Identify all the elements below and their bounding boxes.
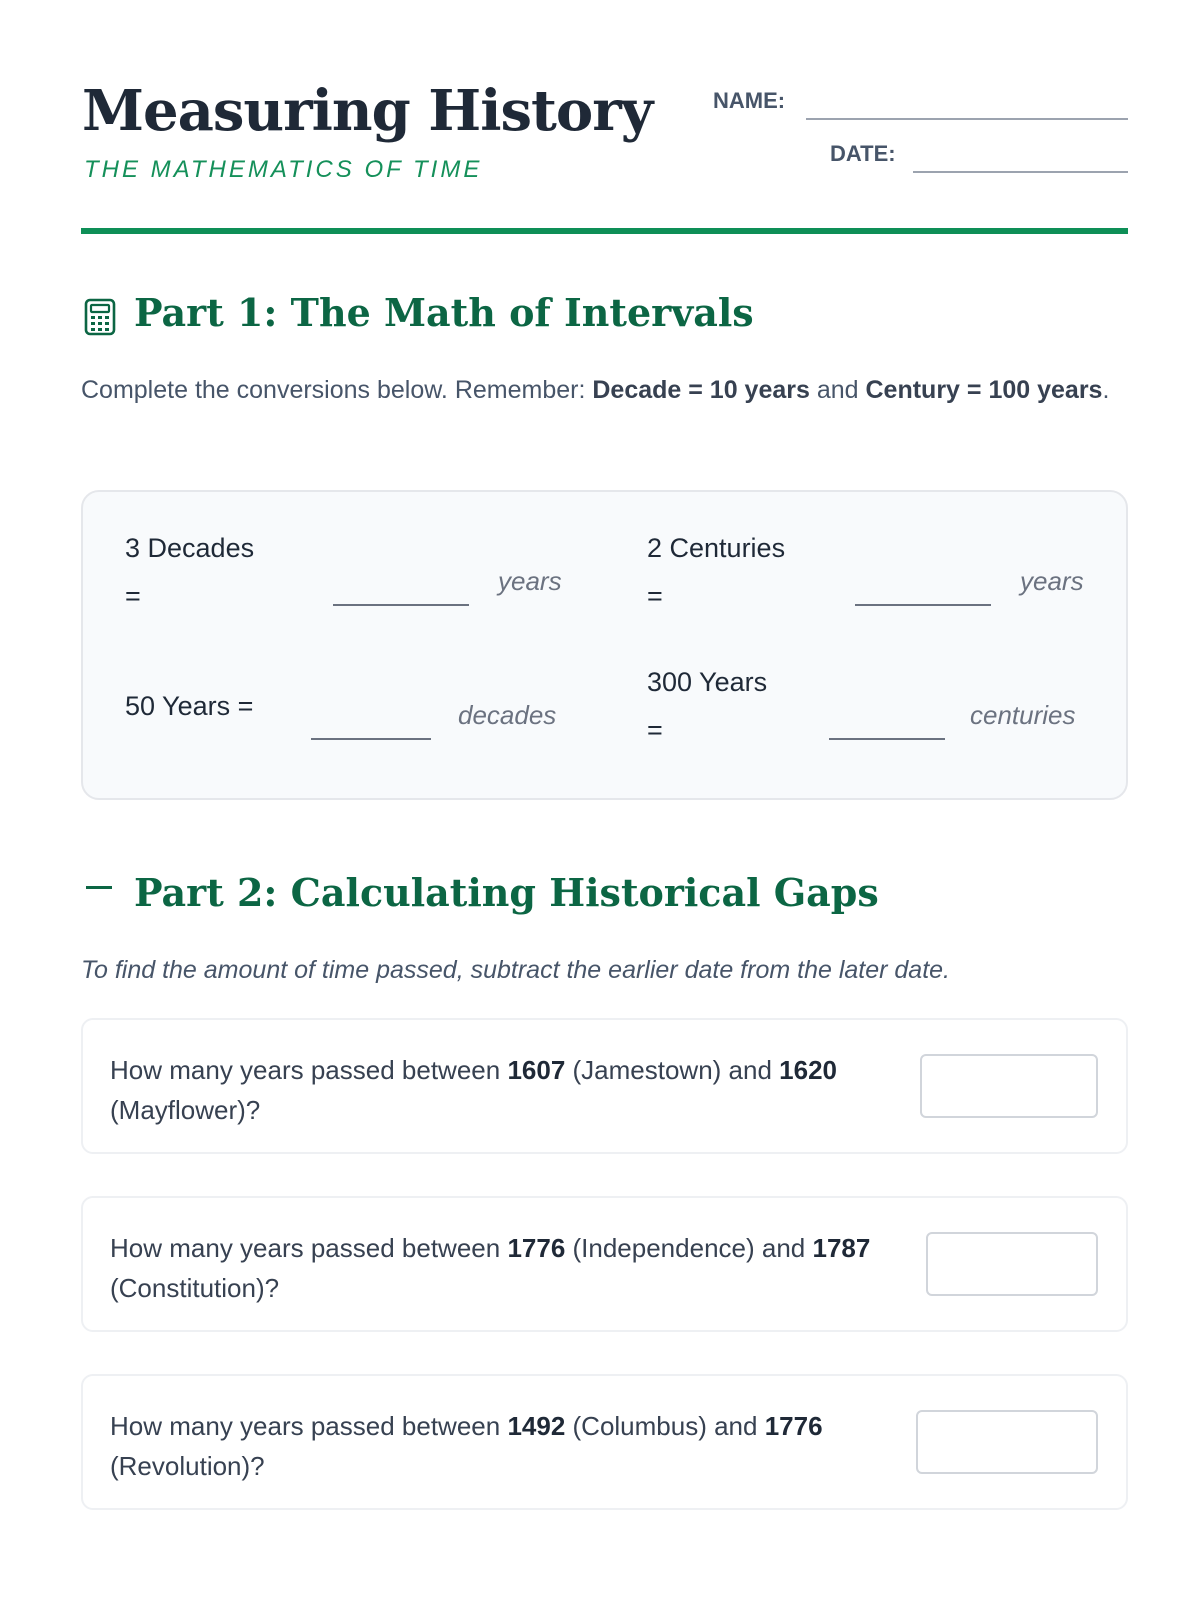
instruction-suffix: . [1102, 376, 1110, 404]
conversion-prompt [647, 658, 767, 754]
question-lead: How many years passed between [110, 1411, 508, 1441]
calculator-icon [84, 298, 116, 336]
question-year: 1787 [812, 1233, 871, 1263]
conversion-answer-blank[interactable] [311, 738, 431, 740]
part2-heading: Part 2: Calculating Historical Gaps [134, 870, 879, 915]
decade-rule: Decade = 10 years [592, 376, 810, 404]
page-subtitle: THE MATHEMATICS OF TIME [84, 156, 483, 183]
part2-note: To find the amount of time passed, subtract the earlier date from the later date. [81, 956, 951, 984]
question-year: 1620 [779, 1055, 837, 1085]
question-year: 1607 [507, 1055, 566, 1085]
question-text [110, 1406, 910, 1486]
prompt-line: = [647, 581, 663, 611]
conversion-answer-blank[interactable] [829, 738, 945, 740]
conversion-answer-blank[interactable] [855, 604, 991, 606]
conversion-unit: decades [458, 700, 557, 730]
header-divider [81, 228, 1128, 234]
question-lead: How many years passed between [110, 1055, 508, 1085]
question-card [81, 1018, 1128, 1154]
question-event: (Independence) and [565, 1233, 813, 1263]
answer-box[interactable] [916, 1410, 1098, 1474]
prompt-line: 300 Years [647, 667, 768, 697]
conversion-answer-blank[interactable] [333, 604, 469, 606]
conversion-prompt [125, 524, 254, 620]
prompt-line: = [125, 581, 141, 611]
question-event: (Jamestown) and [565, 1055, 780, 1085]
answer-box[interactable] [920, 1054, 1098, 1118]
part1-instructions [81, 370, 1141, 410]
question-event: (Columbus) and [565, 1411, 765, 1441]
conversion-unit: years [1020, 566, 1084, 596]
conversion-unit: years [498, 566, 562, 596]
name-label: NAME: [713, 88, 786, 113]
prompt-line: 50 Years = [125, 691, 254, 721]
name-field[interactable] [806, 118, 1128, 120]
instruction-joiner: and [809, 376, 866, 404]
conversion-prompt [125, 682, 253, 730]
century-rule: Century = 100 years [865, 376, 1103, 404]
prompt-line: 3 Decades [125, 533, 255, 563]
conversion-unit: centuries [970, 700, 1076, 730]
prompt-line: 2 Centuries [647, 533, 786, 563]
date-label: DATE: [830, 141, 896, 166]
question-text [110, 1228, 910, 1308]
part1-heading: Part 1: The Math of Intervals [134, 290, 754, 335]
question-event: (Revolution)? [110, 1451, 265, 1481]
question-year: 1492 [507, 1411, 566, 1441]
page-title: Measuring History [82, 78, 653, 144]
minus-icon [84, 878, 114, 898]
date-field[interactable] [913, 171, 1128, 173]
question-event: (Constitution)? [110, 1273, 280, 1303]
question-event: (Mayflower)? [110, 1095, 261, 1125]
question-text [110, 1050, 910, 1130]
conversion-prompt [647, 524, 785, 620]
question-card [81, 1196, 1128, 1332]
question-year: 1776 [507, 1233, 566, 1263]
question-year: 1776 [764, 1411, 823, 1441]
conversion-box [81, 490, 1128, 800]
prompt-line: = [647, 715, 663, 745]
question-lead: How many years passed between [110, 1233, 508, 1263]
question-card [81, 1374, 1128, 1510]
instruction-prefix: Complete the conversions below. Remember: [81, 376, 593, 404]
answer-box[interactable] [926, 1232, 1098, 1296]
